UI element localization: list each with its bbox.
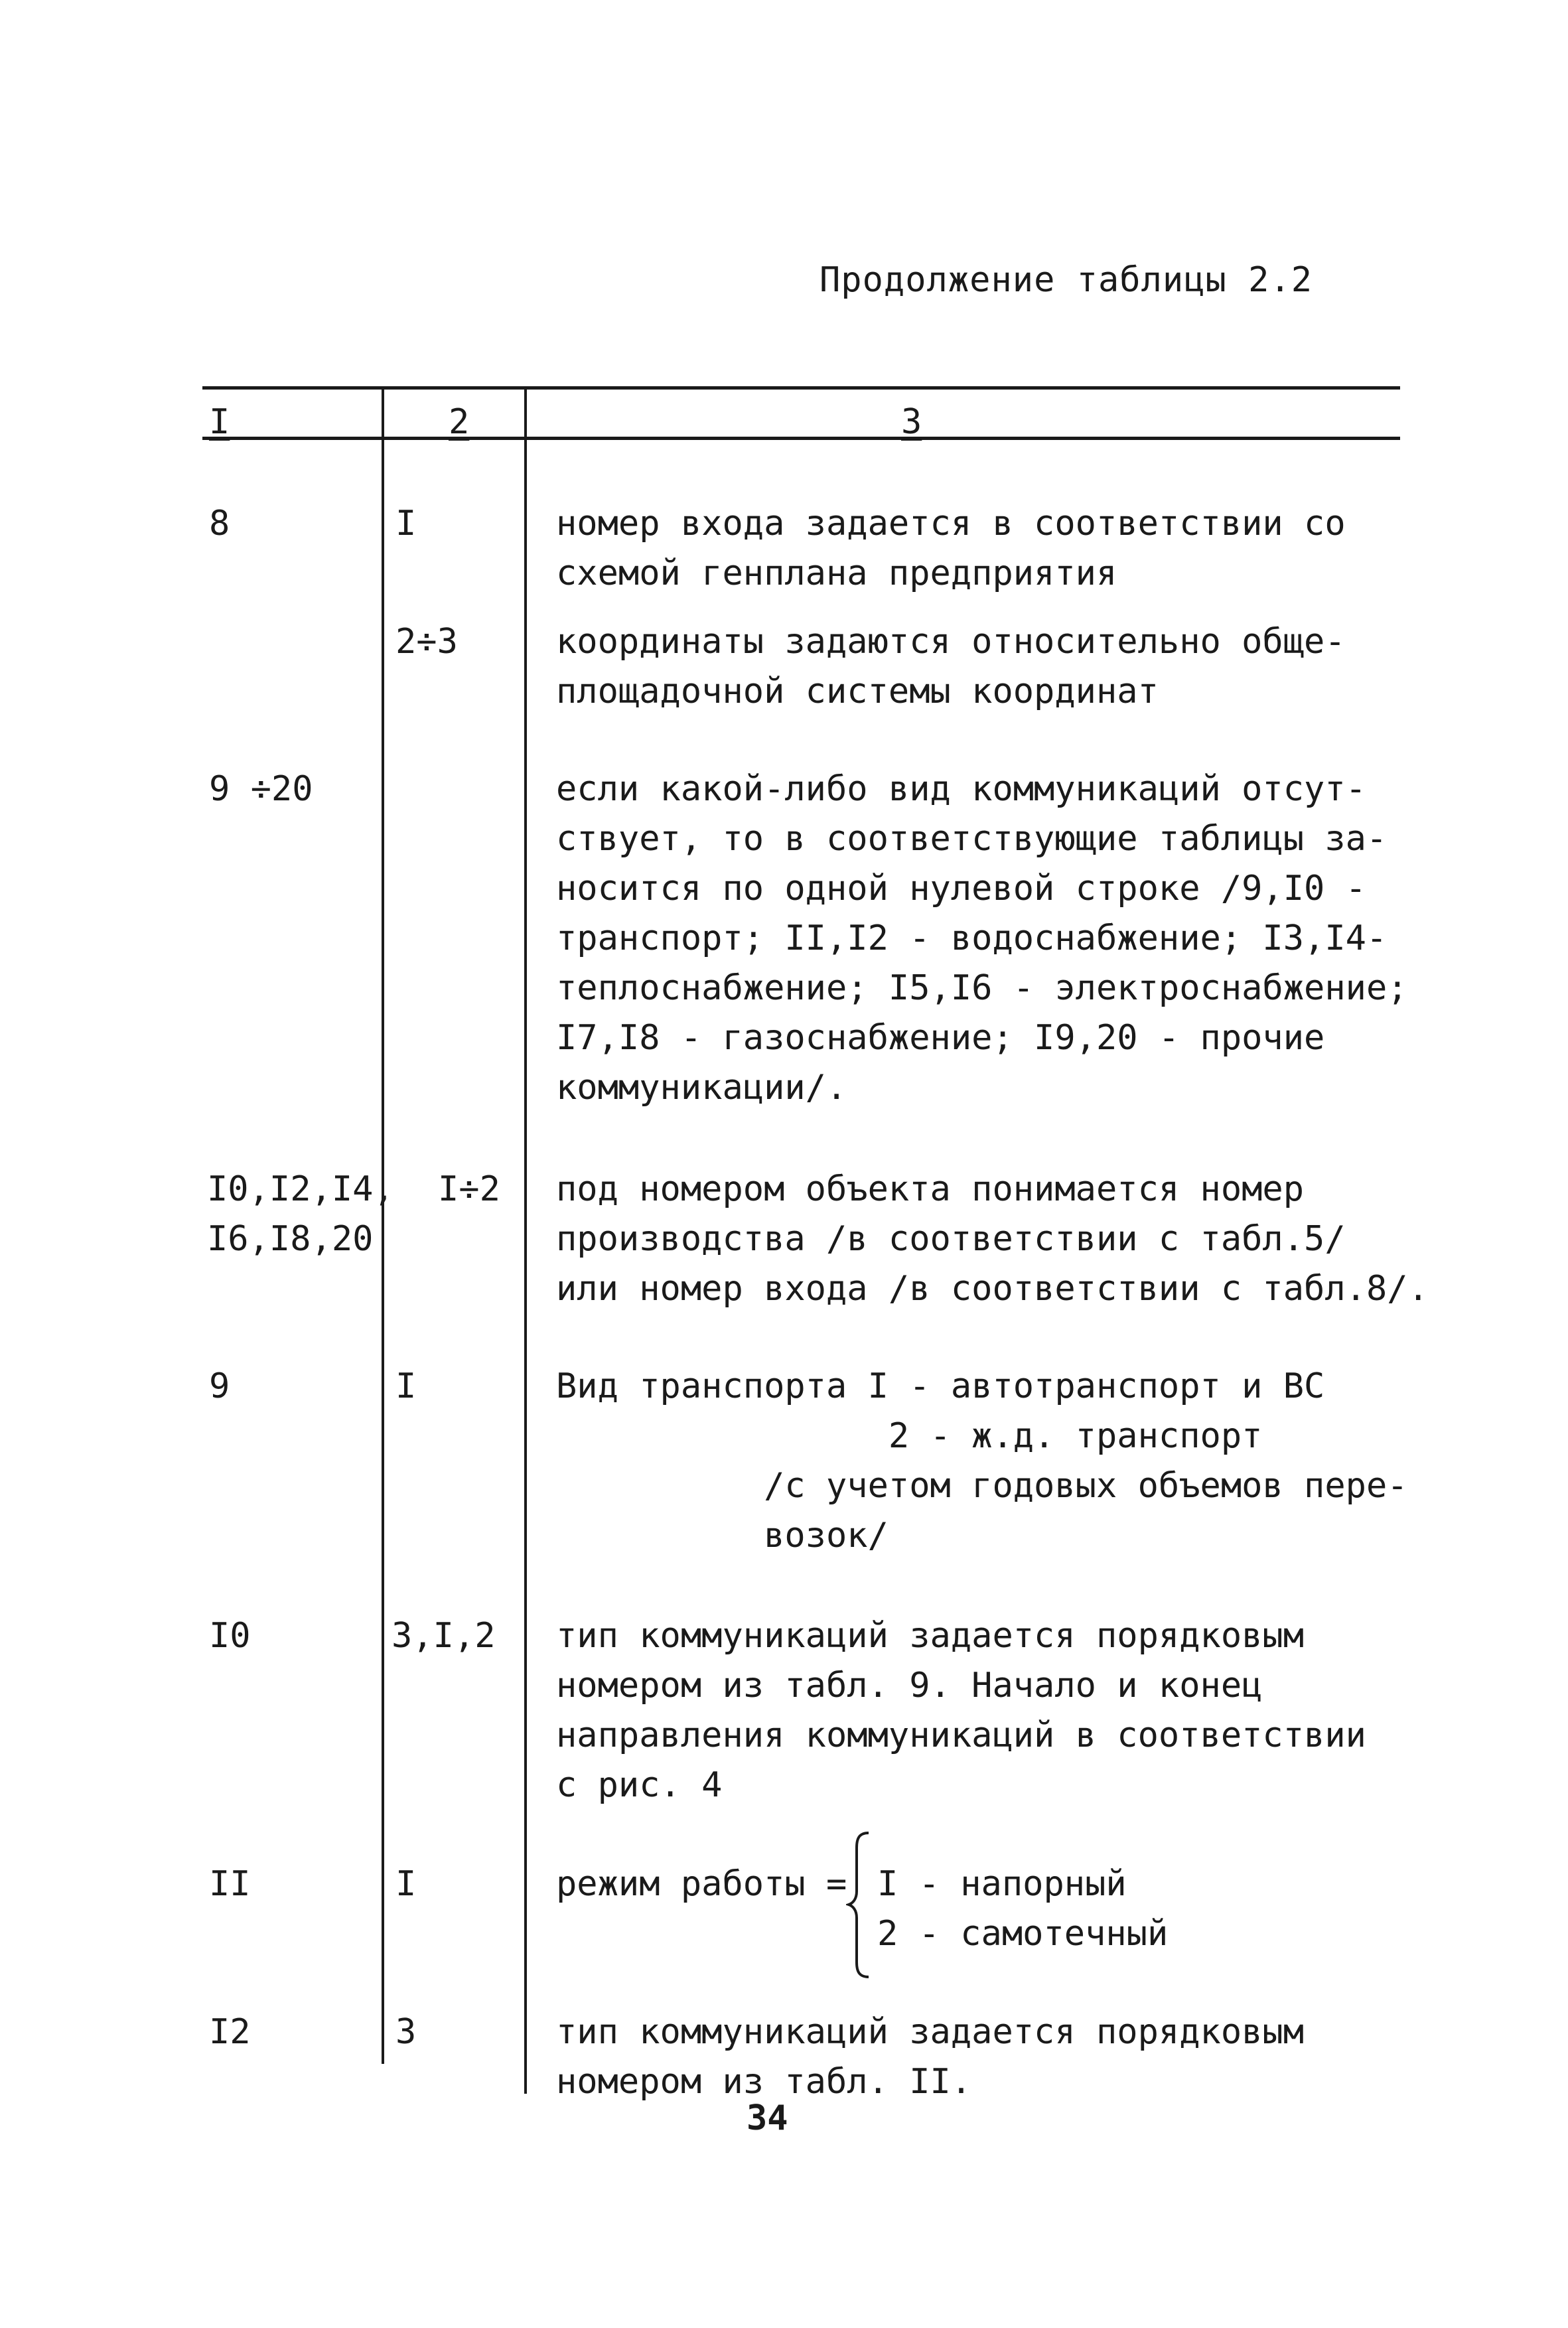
curly-brace <box>846 1830 873 1980</box>
row-3-col-1: 9 ÷20 <box>209 769 313 809</box>
header-col-3: 3 <box>901 402 922 442</box>
row-7-option-1: I - напорный <box>877 1864 1127 1904</box>
row-8-col-1: I2 <box>209 2012 251 2052</box>
header-col-2: 2 <box>449 402 470 442</box>
row-5-col-3: Вид транспорта I - автотранспорт и ВС 2 - ж.д. транспорт /с учетом годовых объемов пере- возок/ <box>556 1366 1408 1556</box>
row-6-col-1: I0 <box>209 1616 251 1656</box>
page-number: 34 <box>747 2098 788 2138</box>
table-caption: Продолжение таблицы 2.2 <box>820 260 1313 300</box>
row-3-col-3: если какой-либо вид коммуникаций отсут- ствует, то в соответствующие таблицы за- носится по одной нулевой строке /9,I0 - транспорт; II,I2 - водоснабжение; I3,I4- теплоснабжение; I5,I6 - электроснабжение; I7,I8 - газоснабжение; I9,20 - прочие коммуникации/. <box>556 769 1408 1108</box>
row-1-col-1: 8 <box>209 504 230 544</box>
row-7-option-2: 2 - самотечный <box>877 1914 1169 1954</box>
row-5-col-2: I <box>395 1366 417 1406</box>
header-col-1: I <box>209 402 230 442</box>
row-5-col-1: 9 <box>209 1366 230 1406</box>
row-1-col-2: I <box>395 504 417 544</box>
row-4-col-2: I÷2 <box>438 1169 500 1209</box>
row-7-col-2: I <box>395 1864 417 1904</box>
row-8-col-3: тип коммуникаций задается порядковым номером из табл. II. <box>556 2012 1305 2102</box>
row-4-col-1: I0,I2,I4, I6,I8,20 <box>207 1169 394 1259</box>
row-2-col-3: координаты задаются относительно обще- площадочной системы координат <box>556 622 1346 711</box>
row-1-col-3: номер входа задается в соответствии со схемой генплана предприятия <box>556 504 1346 593</box>
row-4-col-3: под номером объекта понимается номер производства /в соответствии с табл.5/ или номер входа /в соответствии с табл.8/. <box>556 1169 1429 1309</box>
row-2-col-2: 2÷3 <box>395 622 458 662</box>
row-7-col-3: режим работы = <box>556 1864 847 1904</box>
row-6-col-3: тип коммуникаций задается порядковым номером из табл. 9. Начало и конец направления коммуникаций в соответствии с рис. 4 <box>556 1616 1366 1805</box>
row-7-col-1: II <box>209 1864 251 1904</box>
row-6-col-2: 3,I,2 <box>392 1616 496 1656</box>
column-divider-2 <box>524 388 527 2094</box>
row-8-col-2: 3 <box>395 2012 417 2052</box>
